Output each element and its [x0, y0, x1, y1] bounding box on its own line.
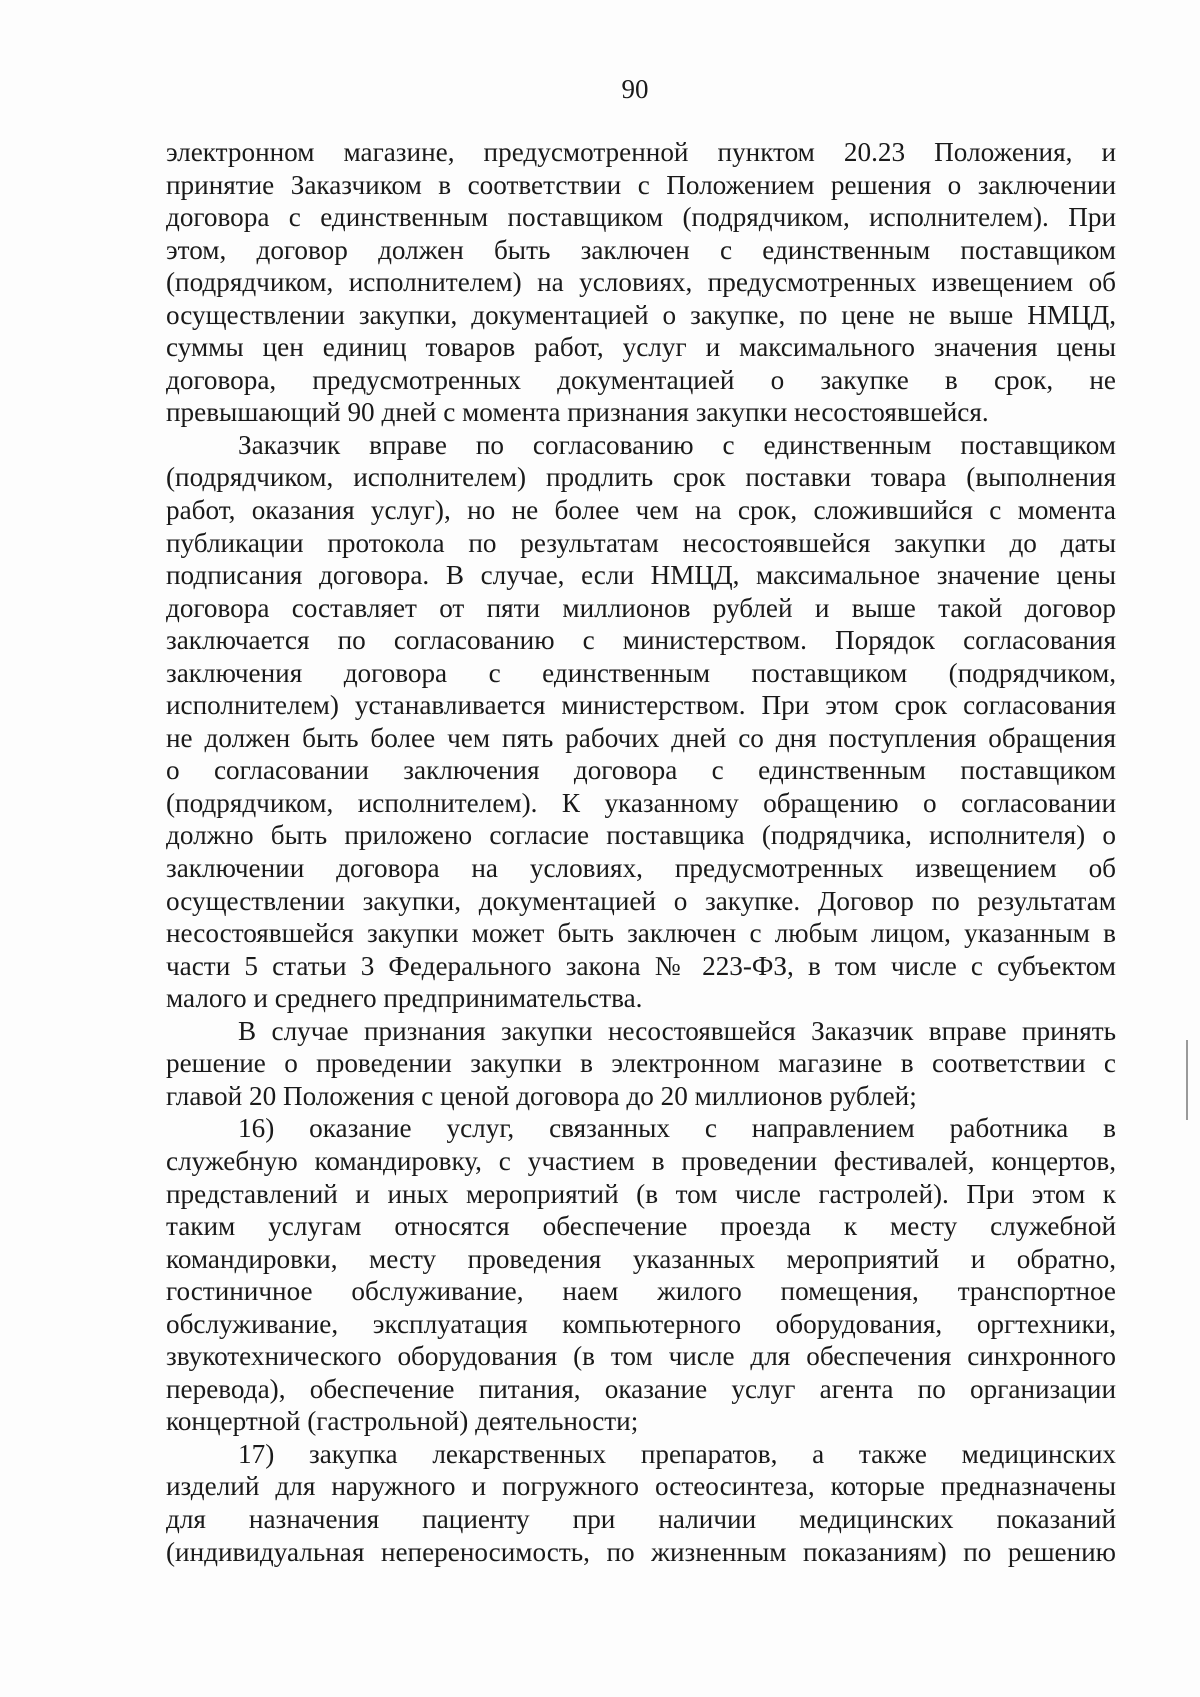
- text-line: осуществлении закупки, документацией о закупке, по цене не выше НМЦД,: [166, 299, 1116, 330]
- text-line: принятие Заказчиком в соответствии с Положением решения о заключении: [166, 169, 1116, 200]
- text-line: работ, оказания услуг), но не более чем на срок, сложившийся с момента: [166, 495, 1116, 526]
- text-line: командировки, месту проведения указанных мероприятий и обратно,: [166, 1243, 1116, 1274]
- text-line: малого и среднего предпринимательства.: [166, 983, 643, 1014]
- text-line: для назначения пациенту при наличии медицинских показаний: [166, 1503, 1116, 1534]
- text-line: гостиничное обслуживание, наем жилого помещения, транспортное: [166, 1276, 1116, 1307]
- text-line: (подрядчиком, исполнителем) продлить срок поставки товара (выполнения: [166, 462, 1116, 493]
- text-line: (подрядчиком, исполнителем). К указанному обращению о согласовании: [166, 787, 1116, 818]
- text-line: договора с единственным поставщиком (подрядчиком, исполнителем). При: [166, 202, 1116, 233]
- text-line: представлений и иных мероприятий (в том числе гастролей). При этом к: [166, 1178, 1116, 1209]
- text-line: электронном магазине, предусмотренной пунктом 20.23 Положения, и: [166, 137, 1116, 167]
- text-line: главой 20 Положения с ценой договора до 20 миллионов рублей;: [166, 1080, 917, 1111]
- text-line: суммы цен единиц товаров работ, услуг и максимального значения цены: [166, 332, 1116, 363]
- text-line: заключается по согласованию с министерством. Порядок согласования: [166, 625, 1116, 656]
- text-line: (подрядчиком, исполнителем) на условиях, предусмотренных извещением об: [166, 267, 1116, 298]
- text-line: этом, договор должен быть заключен с единственным поставщиком: [166, 234, 1116, 265]
- text-line: Заказчик вправе по согласованию с единственным поставщиком: [238, 429, 1116, 460]
- text-line: не должен быть более чем пять рабочих дней со дня поступления обращения: [166, 722, 1116, 753]
- text-line: решение о проведении закупки в электронном магазине в соответствии с: [166, 1048, 1116, 1079]
- text-line: таким услугам относятся обеспечение проезда к месту служебной: [166, 1211, 1116, 1242]
- text-line: части 5 статьи 3 Федерального закона № 223-ФЗ, в том числе с субъектом: [166, 950, 1116, 981]
- document-body: [166, 136, 1116, 1568]
- text-line: (индивидуальная непереносимость, по жизненным показаниям) по решению: [166, 1536, 1116, 1567]
- text-line: несостоявшейся закупки может быть заключен с любым лицом, указанным в: [166, 918, 1116, 949]
- text-line: В случае признания закупки несостоявшейся Заказчик вправе принять: [238, 1015, 1116, 1046]
- margin-mark: [1186, 1040, 1188, 1120]
- text-line: изделий для наружного и погружного остеосинтеза, которые предназначены: [166, 1471, 1116, 1502]
- text-line: осуществлении закупки, документацией о закупке. Договор по результатам: [166, 885, 1116, 916]
- text-line: о согласовании заключения договора с единственным поставщиком: [166, 755, 1116, 786]
- text-line: 16) оказание услуг, связанных с направлением работника в: [238, 1113, 1116, 1144]
- text-line: договора составляет от пяти миллионов рублей и выше такой договор: [166, 592, 1116, 623]
- text-line: заключения договора с единственным поставщиком (подрядчиком,: [166, 657, 1116, 688]
- page-number: 90: [621, 74, 649, 104]
- text-line: превышающий 90 дней с момента признания закупки несостоявшейся.: [166, 397, 989, 428]
- text-line: звукотехнического оборудования (в том числе для обеспечения синхронного: [166, 1341, 1116, 1372]
- text-line: перевода), обеспечение питания, оказание услуг агента по организации: [166, 1373, 1116, 1404]
- text-line: 17) закупка лекарственных препаратов, а также медицинских: [238, 1438, 1116, 1469]
- text-line: обслуживание, эксплуатация компьютерного оборудования, оргтехники,: [166, 1308, 1116, 1339]
- text-line: концертной (гастрольной) деятельности;: [166, 1406, 639, 1437]
- text-line: публикации протокола по результатам несостоявшейся закупки до даты: [166, 527, 1116, 558]
- text-line: заключении договора на условиях, предусмотренных извещением об: [166, 853, 1116, 884]
- text-line: договора, предусмотренных документацией о закупке в срок, не: [166, 364, 1116, 395]
- text-line: служебную командировку, с участием в проведении фестивалей, концертов,: [166, 1145, 1116, 1176]
- text-line: подписания договора. В случае, если НМЦД, максимальное значение цены: [166, 560, 1116, 591]
- text-line: должно быть приложено согласие поставщика (подрядчика, исполнителя) о: [166, 820, 1116, 851]
- text-line: исполнителем) устанавливается министерством. При этом срок согласования: [166, 690, 1116, 721]
